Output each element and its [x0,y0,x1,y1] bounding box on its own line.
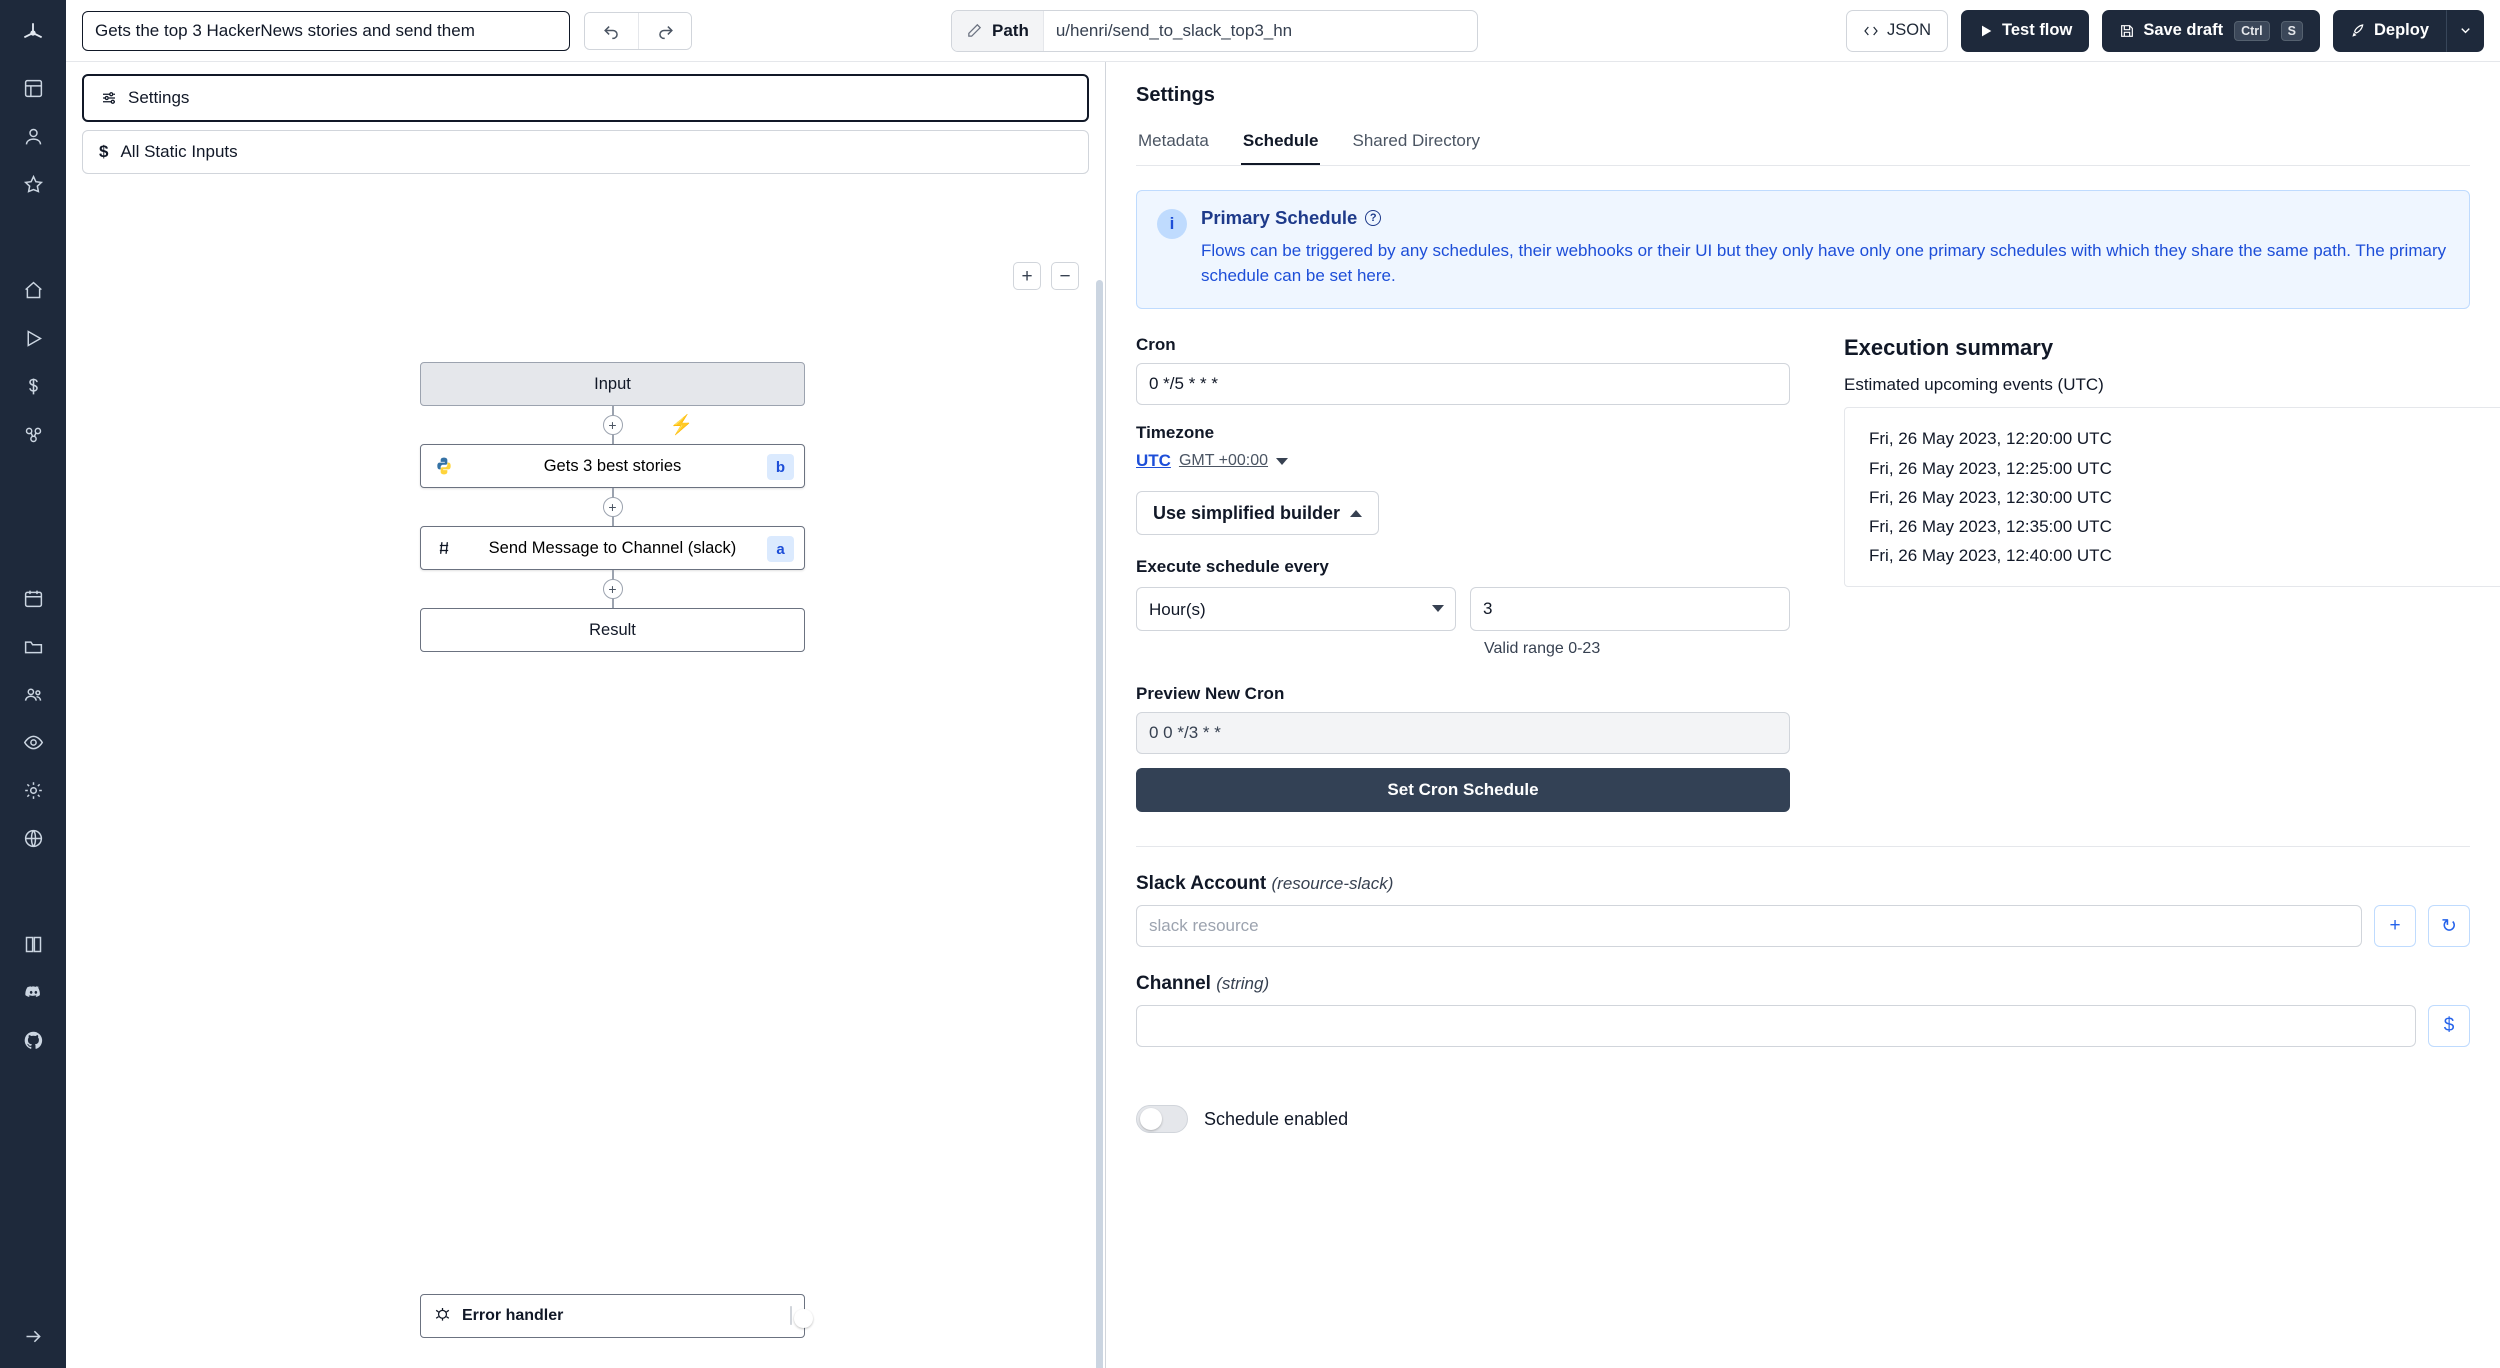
primary-schedule-title-row [1201,207,2449,229]
slack-account-label [1136,873,2470,895]
settings-pane-title: Settings [1136,84,1215,106]
graph-scrollbar-thumb[interactable] [1096,280,1103,1368]
error-handler-toggle-wrap [790,1307,792,1325]
redo-button[interactable] [638,13,691,49]
list-item: Fri, 26 May 2023, 12:20:00 UTC [1869,429,2112,449]
deploy-label: Deploy [2373,21,2429,39]
all-static-inputs-label: All Static Inputs [120,142,238,161]
path-field[interactable] [951,10,1478,52]
tab-schedule[interactable]: Schedule [1241,125,1321,165]
save-draft-button[interactable] [2102,10,2320,52]
schedule-columns [1136,335,2470,812]
timezone-chevron-down-icon[interactable] [1276,458,1288,465]
apps-icon[interactable] [11,64,55,112]
flow-node-b-badge: b [767,454,794,480]
chevron-up-icon [1350,510,1362,517]
json-button-label: JSON [1887,21,1932,39]
test-flow-button[interactable] [1961,10,2089,52]
schedules-calendar-icon[interactable] [11,574,55,622]
flow-canvas[interactable] [66,174,1105,1368]
use-simplified-builder-button[interactable] [1136,491,1379,535]
connector-1 [608,406,694,444]
preview-cron-label: Preview New Cron [1136,684,1285,704]
channel-type: (string) [1216,974,1270,994]
path-label-text: Path [992,20,1029,40]
star-icon[interactable] [11,160,55,208]
schedule-form-column [1136,335,1790,812]
slack-account-label-text: Slack Account [1136,873,1267,895]
list-item: Fri, 26 May 2023, 12:25:00 UTC [1869,458,2112,478]
flow-node-chain [420,362,805,652]
deploy-chevron-down-icon[interactable] [2446,10,2484,52]
test-flow-label: Test flow [2002,21,2073,39]
timezone-value[interactable]: UTC [1136,451,1171,471]
execution-summary-subtitle: Estimated upcoming events (UTC) [1844,375,2104,395]
list-item: Fri, 26 May 2023, 12:30:00 UTC [1869,487,2112,507]
schedule-range-hint: Valid range 0-23 [1484,640,1601,658]
top-toolbar [66,0,2500,62]
info-icon: i [1157,209,1187,239]
set-cron-schedule-button[interactable]: Set Cron Schedule [1136,768,1790,812]
channel-row [1136,1005,2470,1047]
insert-step-button-2[interactable]: + [603,497,623,517]
connector-3 [608,570,617,608]
flow-node-send-message-to-channel[interactable] [420,526,805,570]
slack-icon [433,537,455,559]
refresh-resource-button[interactable]: ↻ [2428,905,2470,947]
groups-icon[interactable] [11,670,55,718]
channel-input[interactable] [1136,1005,2416,1047]
settings-pane [1106,62,2500,1368]
slack-account-type: (resource-slack) [1271,874,1394,894]
execution-summary-list [1844,407,2500,587]
connector-2 [608,488,617,526]
slack-account-row [1136,905,2470,947]
save-draft-shortcut-ctrl: Ctrl [2234,21,2270,41]
save-icon [2119,23,2135,39]
execution-summary-column [1844,335,2500,812]
error-handler-toggle[interactable] [790,1306,792,1325]
execute-every-label: Execute schedule every [1136,557,1329,577]
docs-book-icon[interactable] [11,920,55,968]
channel-dollar-button[interactable]: $ [2428,1005,2470,1047]
tab-metadata[interactable]: Metadata [1138,131,1209,150]
zoom-in-button[interactable]: + [1013,262,1041,290]
json-button[interactable] [1846,10,1948,52]
schedule-enabled-row [1136,1105,2470,1133]
save-draft-label: Save draft [2143,21,2224,39]
slack-resource-input[interactable] [1136,905,2362,947]
user-icon[interactable] [11,112,55,160]
primary-schedule-title: Primary Schedule [1201,207,1358,228]
save-draft-shortcut-key: S [2281,21,2303,41]
cron-label: Cron [1136,335,1176,355]
primary-schedule-info-box [1136,190,2470,309]
add-resource-button[interactable]: + [2374,905,2416,947]
flow-node-result-label: Result [589,620,636,639]
play-icon [1978,23,1994,39]
discord-icon[interactable] [11,968,55,1016]
runs-play-icon[interactable] [11,314,55,362]
error-handler-label: Error handler [462,1307,564,1324]
schedule-unit-select[interactable] [1136,587,1456,631]
divider [1136,846,2470,847]
tab-shared-directory[interactable]: Shared Directory [1352,131,1481,150]
list-item: Fri, 26 May 2023, 12:35:00 UTC [1869,516,2112,536]
windmill-logo-icon[interactable] [0,8,66,58]
primary-schedule-text: Flows can be triggered by any schedules, their webhooks or their UI but they only have only one primary schedules with which they share the same path. The primary schedule can be set here. [1201,241,2447,285]
github-icon[interactable] [11,1016,55,1064]
flow-node-input-label: Input [594,374,631,393]
flow-settings-label: Settings [128,88,190,107]
use-simplified-builder-label: Use simplified builder [1153,502,1341,523]
workspace-icon[interactable] [11,814,55,862]
resources-icon[interactable] [11,410,55,458]
timezone-label: Timezone [1136,423,1215,443]
timezone-selector[interactable] [1136,451,1790,471]
home-icon[interactable] [11,266,55,314]
channel-label [1136,973,2470,995]
undo-button[interactable] [585,13,638,49]
preview-cron-input [1136,712,1790,754]
deploy-split-button [2333,10,2484,52]
flow-summary-input[interactable] [82,11,570,51]
flow-settings-card[interactable] [82,74,1089,122]
settings-tabs [1136,125,2470,166]
flow-node-a-label: Send Message to Channel (slack) [488,538,737,557]
list-item: Fri, 26 May 2023, 12:40:00 UTC [1869,546,2112,566]
insert-step-button-3[interactable]: + [603,579,623,599]
flow-node-a-badge: a [767,536,794,562]
schedule-unit-select-wrap [1136,587,1456,631]
zoom-out-button[interactable]: − [1051,262,1079,290]
variables-dollar-icon[interactable] [11,362,55,410]
toolbar-actions [1846,10,2484,52]
execute-every-row [1136,587,1790,631]
sliders-icon [100,89,118,107]
pencil-icon [966,22,983,39]
flow-graph-pane [66,62,1106,1368]
python-icon [433,455,455,477]
cron-input[interactable] [1136,363,1790,405]
rocket-icon [2350,23,2366,39]
audit-eye-icon[interactable] [11,718,55,766]
schedule-enabled-label: Schedule enabled [1204,1108,1349,1129]
left-nav-rail [0,0,66,1368]
flow-node-input[interactable] [420,362,805,406]
flow-node-b-label: Gets 3 best stories [543,456,682,475]
timezone-offset: GMT +00:00 [1178,452,1269,470]
schedule-amount-input[interactable] [1470,587,1790,631]
schedule-enabled-toggle[interactable] [1136,1105,1188,1133]
channel-label-text: Channel [1136,973,1211,995]
all-static-inputs-card[interactable] [82,130,1089,174]
main-column [66,0,2500,1368]
execution-summary-title: Execution summary [1844,335,2054,361]
deploy-button[interactable] [2333,10,2446,52]
error-handler-card[interactable] [420,1294,805,1338]
code-icon [1863,23,1879,39]
collapse-rail-icon[interactable] [11,1320,55,1368]
trigger-bolt-icon[interactable]: ⚡ [669,415,694,436]
help-icon[interactable]: ? [1365,210,1381,226]
bug-icon [433,1304,452,1328]
undo-redo-group [584,12,692,50]
path-value-text: u/henri/send_to_slack_top3_hn [1055,20,1293,40]
insert-step-button-1[interactable]: + [603,415,623,435]
folders-icon[interactable] [11,622,55,670]
path-label-chip [952,11,1044,51]
flow-node-result[interactable] [420,608,805,652]
settings-gear-icon[interactable] [11,766,55,814]
dollar-icon: $ [99,142,109,161]
body-split [66,62,2500,1368]
flow-node-gets-3-best-stories[interactable] [420,444,805,488]
